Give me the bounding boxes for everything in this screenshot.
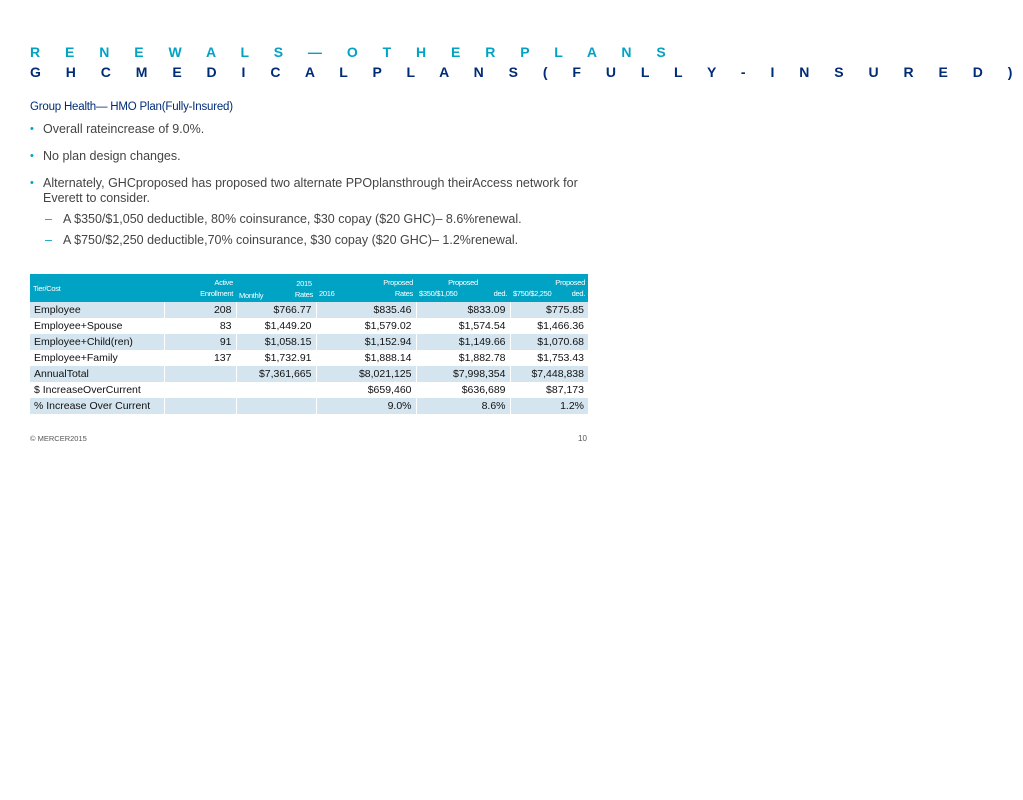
table-row — [30, 318, 588, 334]
header-proposed-label: Proposed — [383, 278, 413, 287]
cell-2015-rate: $766.77 — [236, 302, 316, 318]
bullet-item — [30, 176, 590, 248]
header-proposed-2016 — [316, 274, 416, 302]
cell-2016-rate: $1,888.14 — [316, 350, 416, 366]
cell-enrollment — [164, 382, 236, 398]
sub-bullet-item: – A $350/$1,050 deductible, 80% coinsurance, $30 copay ($20 GHC)– 8.6%renewal. — [43, 212, 590, 227]
sub-bullet-list — [43, 212, 590, 248]
bullet-item: • Overall rateincrease of 9.0%. — [30, 122, 590, 137]
header-750-label: $750/$2,250 — [513, 289, 552, 298]
cell-2015-rate — [236, 398, 316, 414]
header-enrollment — [164, 274, 236, 302]
header-2015-label: 2015 — [296, 279, 312, 288]
table-row — [30, 350, 588, 366]
cell-2015-rate — [236, 382, 316, 398]
header-2016-label: 2016 — [319, 289, 335, 298]
cell-enrollment: 83 — [164, 318, 236, 334]
header-proposed-label: Proposed — [555, 278, 585, 287]
cell-750-rate: $7,448,838 — [510, 366, 588, 382]
table-header-row — [30, 274, 588, 302]
cell-2015-rate: $7,361,665 — [236, 366, 316, 382]
copyright-text: © MERCER2015 — [30, 434, 87, 443]
cell-350-rate: $1,149.66 — [416, 334, 510, 350]
header-tier: Tier/Cost — [30, 274, 164, 302]
plan-subheading: Group Health— HMO Plan(Fully-Insured) — [30, 101, 233, 113]
header-enrollment-label: Enrollment — [200, 289, 233, 298]
cell-750-rate: $775.85 — [510, 302, 588, 318]
cell-2016-rate: $835.46 — [316, 302, 416, 318]
cell-350-rate: $636,689 — [416, 382, 510, 398]
cell-enrollment: 91 — [164, 334, 236, 350]
cell-tier: AnnualTotal — [30, 366, 164, 382]
header-2015-rates — [236, 274, 316, 302]
cell-2016-rate: $1,152.94 — [316, 334, 416, 350]
table-row — [30, 366, 588, 382]
header-350-label: $350/$1,050 — [419, 289, 458, 298]
section-title: R E N E W A L S — O T H E R P L A N S — [30, 44, 677, 60]
cell-350-rate: $1,882.78 — [416, 350, 510, 366]
header-proposed-750 — [510, 274, 588, 302]
cell-2016-rate: $8,021,125 — [316, 366, 416, 382]
cell-350-rate: 8.6% — [416, 398, 510, 414]
table-row — [30, 302, 588, 318]
cell-750-rate: 1.2% — [510, 398, 588, 414]
header-rates-label: Rates — [394, 289, 413, 298]
table-row — [30, 382, 588, 398]
header-monthly-label: Monthly — [239, 291, 264, 300]
cell-2015-rate: $1,058.15 — [236, 334, 316, 350]
cell-tier: Employee+Spouse — [30, 318, 164, 334]
cell-750-rate: $1,753.43 — [510, 350, 588, 366]
bullet-text: Alternately, GHCproposed has proposed two alternate PPOplansthrough theirAccess network for Everett to consider. — [43, 176, 578, 205]
cell-2016-rate: 9.0% — [316, 398, 416, 414]
rates-table — [30, 274, 588, 414]
cell-350-rate: $7,998,354 — [416, 366, 510, 382]
header-proposed-label: Proposed — [448, 278, 478, 287]
table-row — [30, 398, 588, 414]
cell-tier: % Increase Over Current — [30, 398, 164, 414]
cell-tier: $ IncreaseOverCurrent — [30, 382, 164, 398]
bullet-item: • No plan design changes. — [30, 149, 590, 164]
header-active-label: Active — [214, 278, 233, 287]
table-row — [30, 334, 588, 350]
cell-enrollment — [164, 398, 236, 414]
header-proposed-350 — [416, 274, 510, 302]
header-ded-label: ded. — [493, 289, 507, 298]
cell-750-rate: $87,173 — [510, 382, 588, 398]
cell-enrollment: 137 — [164, 350, 236, 366]
cell-enrollment: 208 — [164, 302, 236, 318]
header-rates-label: Rates — [294, 290, 313, 299]
cell-750-rate: $1,070.68 — [510, 334, 588, 350]
cell-enrollment — [164, 366, 236, 382]
header-ded-label: ded. — [571, 289, 585, 298]
page-title: G H C M E D I C A L P L A N S ( F U L L Y - I N S U R E D ) — [30, 64, 1023, 80]
cell-tier: Employee+Family — [30, 350, 164, 366]
cell-350-rate: $1,574.54 — [416, 318, 510, 334]
cell-2015-rate: $1,732.91 — [236, 350, 316, 366]
cell-tier: Employee — [30, 302, 164, 318]
cell-2015-rate: $1,449.20 — [236, 318, 316, 334]
page-number: 10 — [578, 434, 587, 443]
cell-tier: Employee+Child(ren) — [30, 334, 164, 350]
cell-350-rate: $833.09 — [416, 302, 510, 318]
sub-bullet-item: – A $750/$2,250 deductible,70% coinsurance, $30 copay ($20 GHC)– 1.2%renewal. — [43, 233, 590, 248]
cell-2016-rate: $659,460 — [316, 382, 416, 398]
cell-2016-rate: $1,579.02 — [316, 318, 416, 334]
cell-750-rate: $1,466.36 — [510, 318, 588, 334]
bullet-list — [30, 122, 590, 260]
